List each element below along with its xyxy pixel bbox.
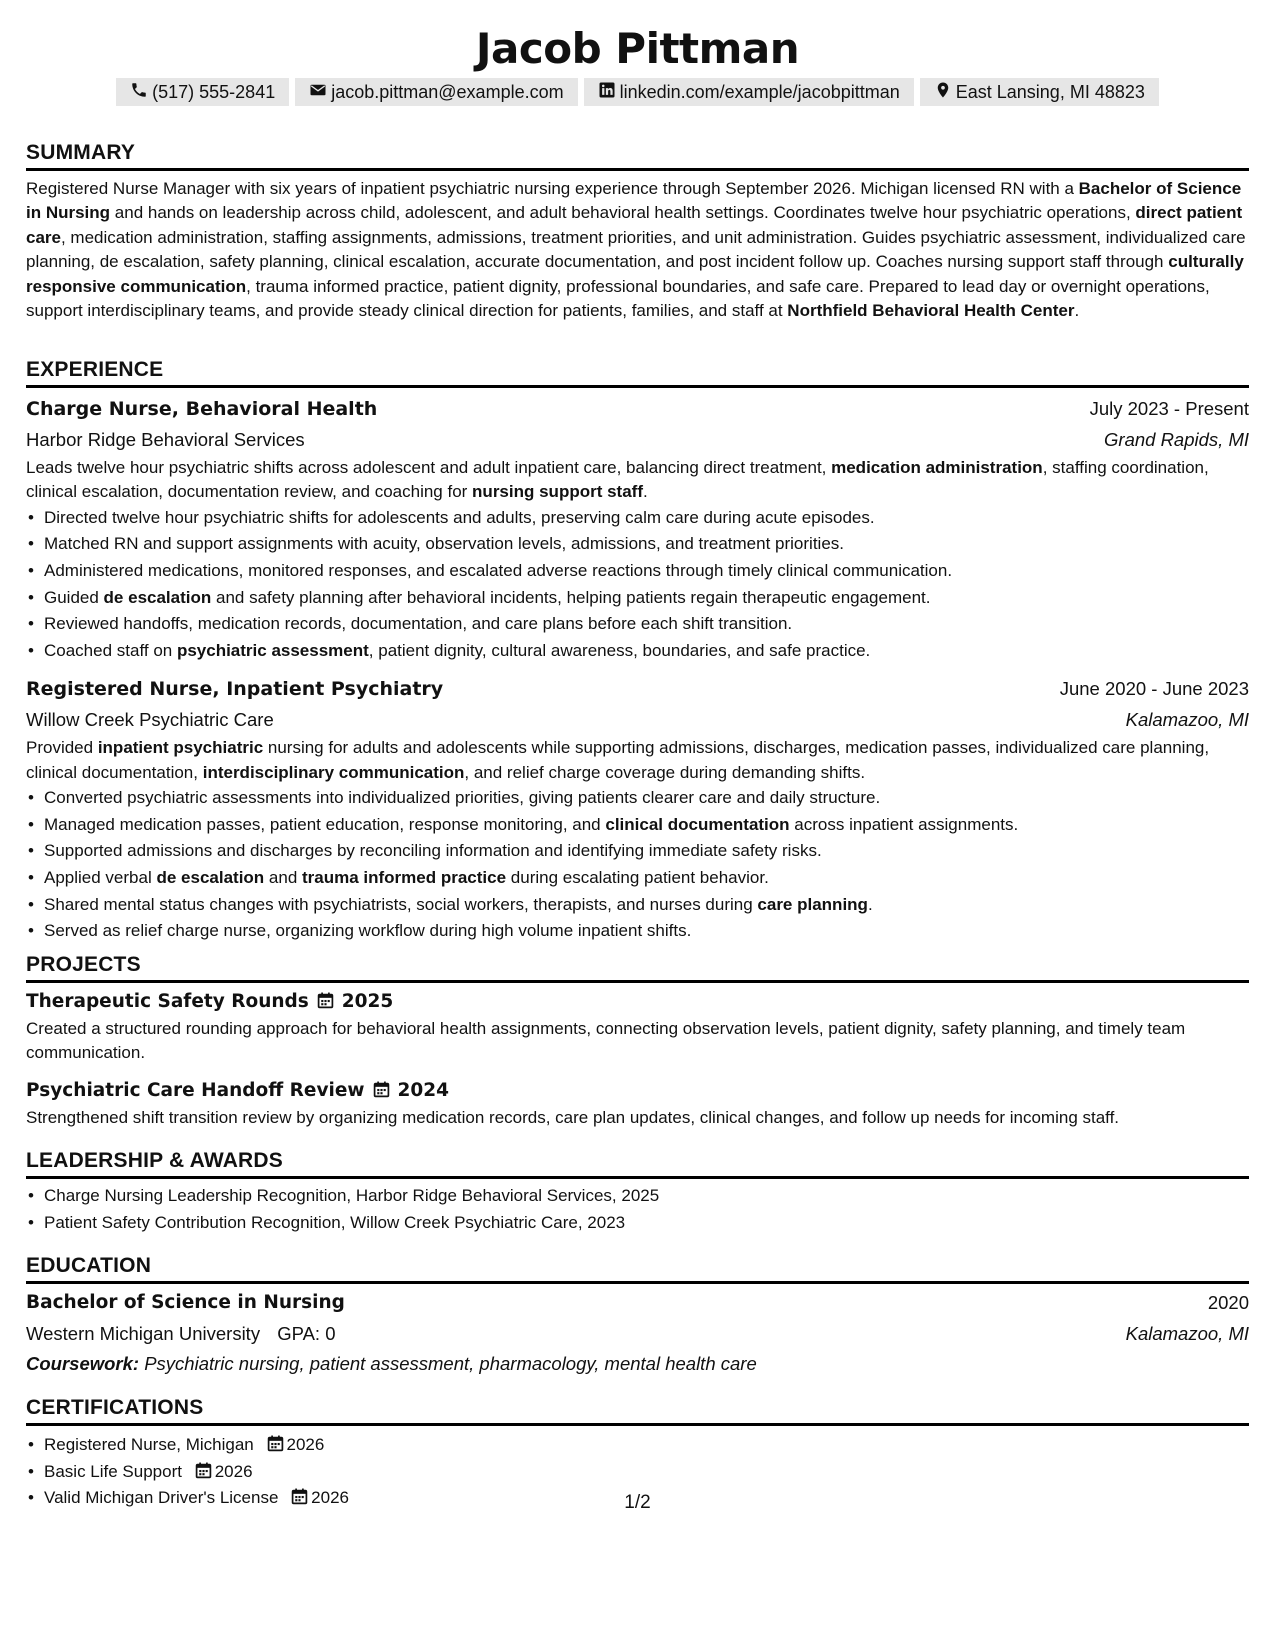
bullet-text: Managed medication passes, patient education, response monitoring, and bbox=[44, 814, 606, 834]
project-name: Psychiatric Care Handoff Review bbox=[26, 1079, 365, 1101]
education-subheader bbox=[26, 1318, 1249, 1350]
job-entry bbox=[26, 674, 1249, 944]
coursework-label: Coursework: bbox=[26, 1353, 140, 1374]
bullet-item bbox=[26, 838, 1249, 865]
desc-bold: medication administration bbox=[831, 458, 1043, 477]
summary-part: Registered Nurse Manager with six years of inpatient psychiatric nursing experience through September 2026. Michigan licensed RN with a bbox=[26, 179, 1079, 198]
certification-name: Valid Michigan Driver's License bbox=[44, 1488, 279, 1508]
bullet-text: across inpatient assignments. bbox=[789, 814, 1019, 834]
project-name: Therapeutic Safety Rounds bbox=[26, 991, 309, 1012]
coursework bbox=[26, 1350, 1249, 1378]
summary-bold: culturally responsive communication bbox=[26, 252, 1244, 296]
email-chip[interactable] bbox=[295, 78, 577, 106]
candidate-name: Jacob Pittman bbox=[475, 24, 800, 73]
certification-item bbox=[26, 1459, 1249, 1486]
project-header bbox=[26, 987, 1249, 1017]
bullet-text: , patient dignity, cultural awareness, boundaries, and safe practice. bbox=[368, 640, 871, 660]
certification-year: 2026 bbox=[286, 1435, 325, 1454]
phone-text: (517) 555-2841 bbox=[152, 81, 276, 102]
desc-bold: inpatient psychiatric bbox=[97, 738, 264, 758]
job-description bbox=[26, 736, 1249, 785]
desc-part: , and relief charge coverage during demanding shifts. bbox=[464, 762, 866, 782]
bullet-text: during escalating patient behavior. bbox=[506, 867, 769, 887]
contact-bar bbox=[26, 78, 1249, 106]
desc-bold: nursing support staff bbox=[472, 482, 643, 502]
summary-bold: Northfield Behavioral Health Center bbox=[787, 301, 1075, 321]
desc-part: nursing for adults and adolescents while supporting admissions, discharges, medication passes, individualized care planning, clinical documentation, bbox=[26, 738, 1210, 782]
certification-name: Basic Life Support bbox=[44, 1461, 182, 1481]
project-description: Strengthened shift transition review by organizing medication records, care plan updates, clinical changes, and follow up needs for incoming staff. bbox=[26, 1107, 1120, 1127]
bullet-item bbox=[26, 918, 1249, 945]
calendar-icon bbox=[317, 987, 334, 1017]
desc-part: Provided bbox=[26, 738, 98, 758]
school-block bbox=[26, 1318, 335, 1350]
bullet-bold: clinical documentation bbox=[605, 814, 790, 834]
bullet-text: Administered medications, monitored responses, and escalated adverse reactions through timely clinical communication. bbox=[44, 561, 953, 580]
job-description bbox=[26, 456, 1249, 505]
project-year: 2024 bbox=[397, 1079, 450, 1101]
certification-name: Registered Nurse, Michigan bbox=[44, 1435, 254, 1454]
section-title-awards: LEADERSHIP & AWARDS bbox=[26, 1148, 1249, 1179]
linkedin-chip[interactable] bbox=[584, 78, 914, 106]
bullet-text: Shared mental status changes with psychiatrists, social workers, therapists, and nurses during bbox=[44, 894, 758, 914]
bullet-item bbox=[26, 892, 1249, 919]
bullet-bold: de escalation bbox=[156, 867, 265, 887]
bullet-text: . bbox=[867, 894, 873, 914]
phone-chip[interactable] bbox=[116, 78, 289, 106]
job-title: Registered Nurse, Inpatient Psychiatry bbox=[26, 678, 444, 701]
certification-date bbox=[195, 1459, 253, 1486]
calendar-icon bbox=[373, 1076, 390, 1106]
bullet-text: Directed twelve hour psychiatric shifts for adolescents and adults, preserving calm care during acute episodes. bbox=[44, 507, 875, 527]
bullet-text: and bbox=[264, 867, 302, 887]
awards-list bbox=[26, 1183, 1249, 1236]
summary-part: , trauma informed practice, patient dignity, professional boundaries, and safe care. Prepared to lead day or overnight operations, support interdisciplinary teams, and provide steady clinical direction for patients, families, and staff at bbox=[26, 276, 1210, 321]
bullet-text: Reviewed handoffs, medication records, documentation, and care plans before each shift transition. bbox=[44, 614, 793, 634]
bullet-text: Supported admissions and discharges by reconciling information and identifying immediate safety risks. bbox=[44, 841, 822, 861]
project-description: Created a structured rounding approach for behavioral health assignments, connecting observation levels, patient dignity, safety planning, and timely team communication. bbox=[26, 1019, 1186, 1063]
bullet-item bbox=[26, 865, 1249, 892]
bullet-item bbox=[26, 531, 1249, 558]
project-entry bbox=[26, 987, 1249, 1066]
calendar-icon bbox=[267, 1432, 284, 1459]
location-text: East Lansing, MI 48823 bbox=[955, 81, 1145, 102]
job-subheader bbox=[26, 424, 1249, 456]
bullet-item bbox=[26, 558, 1249, 585]
bullet-bold: de escalation bbox=[103, 587, 212, 607]
gpa: GPA: 0 bbox=[277, 1323, 336, 1344]
project-year: 2025 bbox=[341, 991, 394, 1012]
summary-section bbox=[26, 140, 1249, 323]
section-title-projects: PROJECTS bbox=[26, 952, 1249, 983]
graduation-year: 2020 bbox=[1207, 1292, 1249, 1313]
job-bullets bbox=[26, 785, 1249, 945]
section-title-summary: SUMMARY bbox=[26, 140, 1249, 171]
job-dates: June 2020 - June 2023 bbox=[1059, 678, 1249, 700]
education-header bbox=[26, 1288, 1249, 1318]
linkedin-text: linkedin.com/example/jacobpittman bbox=[619, 81, 900, 102]
projects-section bbox=[26, 952, 1249, 1130]
job-header bbox=[26, 394, 1249, 424]
certification-item bbox=[26, 1432, 1249, 1459]
experience-section bbox=[26, 357, 1249, 945]
summary-part: , medication administration, staffing assignments, admissions, treatment priorities, and unit administration. Guides psychiatric assessment, individualized care planning, de escalation, safety planning, clinical escalation, accurate documentation, and post incident follow up. Coaches nursing support staff through bbox=[26, 227, 1246, 272]
job-company: Willow Creek Psychiatric Care bbox=[26, 709, 274, 731]
bullet-item bbox=[26, 638, 1249, 665]
desc-part: . bbox=[643, 482, 648, 502]
desc-part: , staffing coordination, clinical escalation, documentation review, and coaching for bbox=[26, 458, 1209, 502]
section-title-experience: EXPERIENCE bbox=[26, 357, 1249, 388]
bullet-text: Guided bbox=[44, 587, 104, 607]
bullet-text: Coached staff on bbox=[44, 640, 177, 660]
bullet-text: and safety planning after behavioral incidents, helping patients regain therapeutic engagement. bbox=[211, 587, 931, 607]
job-title: Charge Nurse, Behavioral Health bbox=[26, 398, 378, 420]
certification-date bbox=[267, 1432, 325, 1459]
page-number: 1/2 bbox=[624, 1492, 651, 1513]
bullet-text: Matched RN and support assignments with acuity, observation levels, admissions, and treatment priorities. bbox=[44, 534, 845, 554]
degree: Bachelor of Science in Nursing bbox=[26, 1292, 345, 1313]
education-section bbox=[26, 1253, 1249, 1378]
bullet-item bbox=[26, 585, 1249, 612]
job-location: Grand Rapids, MI bbox=[1104, 429, 1249, 450]
summary-text bbox=[26, 177, 1249, 323]
bullet-item bbox=[26, 505, 1249, 532]
calendar-icon bbox=[195, 1459, 212, 1486]
map-pin-icon bbox=[934, 81, 952, 104]
section-title-education: EDUCATION bbox=[26, 1253, 1249, 1284]
bullet-text: Applied verbal bbox=[44, 867, 157, 887]
certification-year: 2026 bbox=[311, 1488, 349, 1508]
bullet-bold: psychiatric assessment bbox=[176, 640, 369, 660]
location-chip bbox=[920, 78, 1159, 106]
project-header bbox=[26, 1076, 1249, 1106]
job-company: Harbor Ridge Behavioral Services bbox=[26, 429, 305, 450]
email-text: jacob.pittman@example.com bbox=[331, 81, 564, 102]
bullet-bold: care planning bbox=[757, 894, 868, 914]
section-title-certifications: CERTIFICATIONS bbox=[26, 1395, 1249, 1426]
awards-section bbox=[26, 1148, 1249, 1236]
job-subheader bbox=[26, 704, 1249, 736]
school-name: Western Michigan University bbox=[26, 1323, 261, 1344]
desc-part: Leads twelve hour psychiatric shifts across adolescent and adult inpatient care, balancing direct treatment, bbox=[26, 458, 832, 477]
bullet-bold: trauma informed practice bbox=[302, 867, 507, 887]
school-location: Kalamazoo, MI bbox=[1125, 1323, 1249, 1344]
desc-bold: interdisciplinary communication bbox=[202, 762, 465, 782]
linkedin-icon bbox=[598, 81, 616, 104]
award-item: • Charge Nursing Leadership Recognition, Harbor Ridge Behavioral Services, 2025 bbox=[26, 1183, 1249, 1210]
bullet-item bbox=[26, 812, 1249, 839]
summary-part: and hands on leadership across child, adolescent, and adult behavioral health settings. Coordinates twelve hour psychiatric operations, bbox=[110, 203, 1136, 223]
summary-bold: direct patient care bbox=[26, 203, 1243, 247]
job-dates: July 2023 - Present bbox=[1089, 398, 1249, 419]
award-item: • Patient Safety Contribution Recognition, Willow Creek Psychiatric Care, 2023 bbox=[26, 1210, 1249, 1237]
project-entry bbox=[26, 1076, 1249, 1130]
bullet-text: Served as relief charge nurse, organizing workflow during high volume inpatient shifts. bbox=[44, 921, 692, 941]
job-location: Kalamazoo, MI bbox=[1125, 709, 1249, 731]
job-entry bbox=[26, 394, 1249, 664]
bullet-item bbox=[26, 611, 1249, 638]
bullet-text: Converted psychiatric assessments into individualized priorities, giving patients clearer care and daily structure. bbox=[44, 788, 881, 808]
job-header bbox=[26, 674, 1249, 704]
coursework-text: Psychiatric nursing, patient assessment, pharmacology, mental health care bbox=[144, 1353, 757, 1374]
summary-bold: Bachelor of Science in Nursing bbox=[26, 179, 1242, 223]
summary-part: . bbox=[1074, 301, 1080, 321]
envelope-icon bbox=[309, 81, 327, 104]
bullet-item bbox=[26, 785, 1249, 812]
job-bullets bbox=[26, 505, 1249, 665]
certification-year: 2026 bbox=[214, 1461, 253, 1481]
phone-icon bbox=[130, 81, 148, 104]
